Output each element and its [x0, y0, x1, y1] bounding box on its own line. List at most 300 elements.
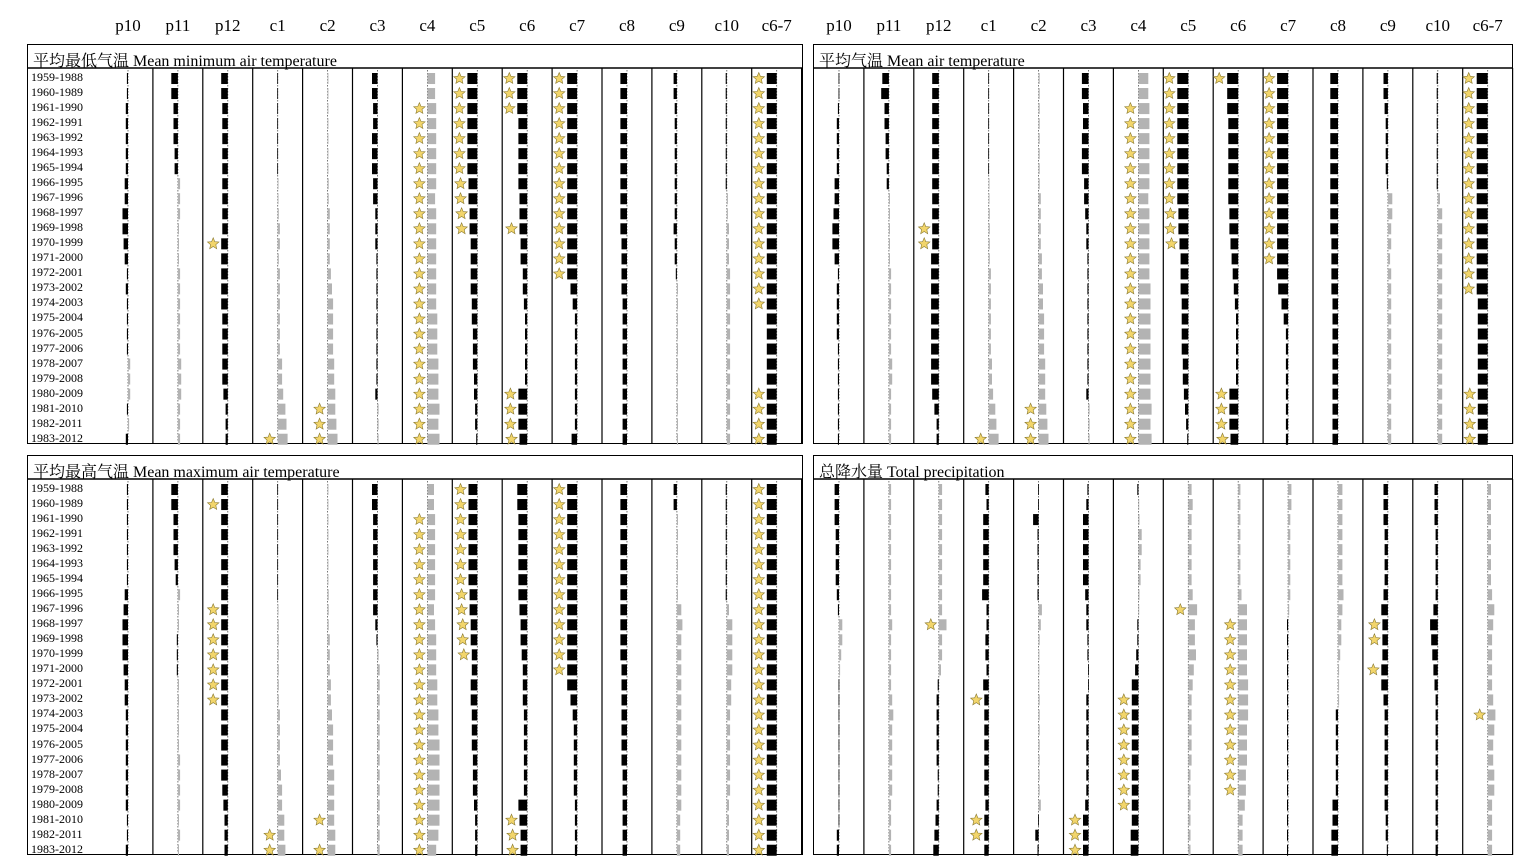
period-label: 1973-2002	[31, 280, 83, 295]
correlation-bar	[1083, 574, 1089, 585]
correlation-bar	[1038, 484, 1039, 495]
correlation-bar	[1188, 559, 1191, 570]
correlation-bar	[1488, 649, 1492, 660]
correlation-bar	[1188, 845, 1190, 856]
correlation-bar	[1188, 815, 1190, 826]
correlation-bar	[1238, 499, 1240, 510]
correlation-bar	[1288, 484, 1291, 495]
correlation-bar	[1488, 484, 1491, 495]
correlation-bar	[1131, 830, 1139, 841]
correlation-bar	[1188, 694, 1191, 705]
correlation-bar	[939, 529, 942, 540]
correlation-bar	[835, 484, 839, 495]
correlation-bar	[936, 815, 939, 826]
correlation-bar	[839, 785, 840, 796]
correlation-bar	[889, 679, 891, 690]
period-label: 1975-2004	[31, 721, 83, 736]
correlation-bar	[1238, 559, 1240, 570]
correlation-bar	[1488, 574, 1491, 585]
correlation-bar	[1488, 785, 1495, 796]
correlation-bar	[836, 559, 839, 570]
correlation-bar	[1385, 785, 1388, 796]
correlation-bar	[1338, 529, 1342, 540]
correlation-bar	[1137, 619, 1138, 630]
correlation-bar	[1287, 830, 1288, 841]
correlation-bar	[1435, 679, 1438, 690]
column-header-p11: p11	[165, 16, 191, 35]
correlation-bar	[983, 574, 989, 585]
correlation-bar	[1436, 694, 1438, 705]
period-label: 1979-2008	[31, 781, 83, 796]
correlation-bar	[1436, 724, 1438, 735]
correlation-bar	[1039, 664, 1040, 675]
period-label: 1964-1993	[31, 556, 83, 571]
correlation-bar	[1188, 830, 1190, 841]
correlation-bar	[837, 589, 839, 600]
period-label: 1977-2006	[31, 751, 83, 766]
correlation-bar	[1436, 785, 1438, 796]
correlation-bar	[987, 499, 989, 510]
correlation-bar	[889, 709, 893, 720]
panel-title: 平均最高气温 Mean maximum air temperature	[33, 464, 340, 481]
correlation-bar	[937, 694, 939, 705]
correlation-bar	[937, 709, 939, 720]
correlation-bar	[1083, 514, 1089, 525]
correlation-bar	[1338, 664, 1339, 675]
correlation-bar	[1085, 800, 1088, 811]
correlation-bar	[1386, 815, 1388, 826]
column-header-c10: c10	[714, 16, 740, 35]
correlation-bar	[1288, 604, 1289, 615]
correlation-bar	[938, 785, 939, 796]
correlation-bar	[1288, 559, 1290, 570]
correlation-bar	[939, 544, 942, 555]
period-label: 1968-1997	[31, 616, 83, 631]
correlation-bar	[1132, 815, 1139, 826]
correlation-bar	[1382, 634, 1388, 645]
correlation-bar	[1338, 619, 1341, 630]
correlation-bar	[1238, 755, 1247, 766]
column-header-c1: c1	[269, 16, 286, 35]
correlation-bar	[1435, 514, 1438, 525]
period-label: 1962-1991	[31, 526, 83, 541]
correlation-bar	[1338, 559, 1342, 570]
period-label: 1966-1995	[31, 175, 83, 190]
correlation-bar	[1188, 634, 1195, 645]
correlation-bar	[984, 740, 988, 751]
correlation-bar	[1086, 724, 1088, 735]
correlation-bar	[937, 755, 939, 766]
significance-star	[1069, 844, 1080, 855]
correlation-bar	[1136, 649, 1138, 660]
column-header-c8: c8	[1329, 16, 1347, 35]
correlation-bar	[1336, 740, 1338, 751]
correlation-bar	[1385, 740, 1388, 751]
correlation-bar	[1436, 845, 1438, 856]
correlation-bar	[1039, 694, 1040, 705]
correlation-bar	[1083, 529, 1089, 540]
correlation-bar	[1138, 604, 1139, 615]
correlation-bar	[937, 740, 939, 751]
correlation-bar	[1336, 724, 1338, 735]
period-label: 1970-1999	[31, 646, 83, 661]
correlation-bar	[1132, 785, 1139, 796]
correlation-bar	[1039, 709, 1040, 720]
correlation-bar	[1138, 589, 1139, 600]
correlation-bar	[1436, 574, 1438, 585]
correlation-bar	[1083, 845, 1089, 856]
period-label: 1980-2009	[31, 385, 83, 400]
period-label: 1962-1991	[31, 115, 83, 130]
correlation-bar	[1132, 724, 1139, 735]
period-label: 1959-1988	[31, 481, 83, 495]
correlation-bar	[939, 634, 942, 645]
significance-star	[1175, 604, 1186, 615]
correlation-bar	[1488, 679, 1492, 690]
correlation-bar	[1038, 589, 1039, 600]
correlation-bar	[1188, 664, 1194, 675]
correlation-bar	[1488, 559, 1491, 570]
column-header-c2: c2	[1030, 16, 1047, 35]
period-label: 1971-2000	[31, 661, 83, 676]
correlation-bar	[1287, 679, 1288, 690]
correlation-bar	[1436, 770, 1438, 781]
column-header-c8: c8	[618, 16, 636, 35]
correlation-bar	[984, 815, 988, 826]
correlation-bar	[1086, 694, 1088, 705]
correlation-bar	[1188, 785, 1190, 796]
significance-star	[1118, 739, 1129, 750]
period-label: 1978-2007	[31, 766, 83, 781]
period-label: 1974-2003	[31, 706, 83, 721]
correlation-bar	[1131, 845, 1139, 856]
correlation-bar	[1085, 589, 1088, 600]
period-label: 1972-2001	[31, 265, 83, 280]
correlation-bar	[1238, 845, 1242, 856]
correlation-bar	[1287, 619, 1288, 630]
column-header-c4: c4	[1130, 16, 1147, 35]
correlation-bar	[1188, 709, 1191, 720]
period-label: 1976-2005	[31, 736, 83, 751]
correlation-bar	[1038, 544, 1039, 555]
correlation-bar	[1336, 755, 1338, 766]
correlation-bar	[1138, 559, 1140, 570]
correlation-bar	[1488, 544, 1491, 555]
correlation-bar	[939, 514, 942, 525]
correlation-bar	[1432, 649, 1438, 660]
correlation-bar	[1188, 619, 1195, 630]
correlation-bar	[984, 709, 988, 720]
correlation-bar	[939, 574, 942, 585]
correlation-bar	[1132, 770, 1139, 781]
correlation-bar	[1488, 499, 1491, 510]
correlation-bar	[1086, 755, 1088, 766]
correlation-bar	[889, 499, 891, 510]
period-label: 1982-2011	[31, 826, 83, 841]
correlation-bar	[1488, 634, 1492, 645]
correlation-bar	[1385, 529, 1388, 540]
correlation-bar	[836, 574, 839, 585]
correlation-bar	[839, 815, 840, 826]
period-label: 1963-1992	[31, 541, 83, 556]
period-label: 1974-2003	[31, 295, 83, 310]
period-label: 1979-2008	[31, 370, 83, 385]
correlation-bar	[1331, 845, 1338, 856]
period-label: 1983-2012	[31, 430, 83, 445]
correlation-bar	[889, 649, 891, 660]
significance-star	[1118, 784, 1129, 795]
correlation-bar	[983, 679, 989, 690]
correlation-bar	[1038, 529, 1039, 540]
column-header-c6-7: c6-7	[761, 16, 792, 35]
correlation-bar	[1338, 514, 1342, 525]
period-label: 1980-2009	[31, 796, 83, 811]
correlation-bar	[1039, 724, 1040, 735]
correlation-bar	[937, 800, 939, 811]
correlation-bar	[1333, 815, 1339, 826]
correlation-bar	[1336, 785, 1338, 796]
correlation-bar	[889, 484, 891, 495]
correlation-bar	[984, 770, 988, 781]
correlation-bar	[1385, 800, 1388, 811]
correlation-bar	[1238, 694, 1248, 705]
correlation-bar	[1086, 770, 1088, 781]
correlation-bar	[1488, 709, 1496, 720]
correlation-bar	[987, 604, 989, 615]
correlation-bar	[1238, 679, 1248, 690]
correlation-bar	[1436, 709, 1438, 720]
panel-title: 平均气温 Mean air temperature	[819, 53, 1025, 70]
correlation-bar	[1287, 755, 1288, 766]
correlation-bar	[1338, 499, 1342, 510]
correlation-bar	[1288, 574, 1290, 585]
correlation-bar	[1385, 559, 1388, 570]
significance-star	[1118, 754, 1129, 765]
correlation-bar	[1137, 634, 1138, 645]
correlation-bar	[1038, 845, 1039, 856]
column-header-p12: p12	[926, 16, 952, 35]
correlation-bar	[838, 604, 839, 615]
period-label: 1969-1998	[31, 631, 83, 646]
correlation-bar	[985, 634, 988, 645]
correlation-bar	[1238, 589, 1241, 600]
correlation-bar	[984, 830, 988, 841]
correlation-bar	[1088, 679, 1089, 690]
correlation-bar	[1038, 574, 1039, 585]
correlation-bar	[1488, 604, 1495, 615]
correlation-bar	[1083, 815, 1089, 826]
column-header-c6: c6	[519, 16, 536, 35]
correlation-bar	[1382, 649, 1388, 660]
correlation-bar	[1488, 724, 1495, 735]
correlation-bar	[889, 514, 891, 525]
correlation-bar	[1287, 845, 1288, 856]
correlation-bar	[1430, 619, 1438, 630]
correlation-bar	[1488, 800, 1492, 811]
correlation-bar	[939, 664, 941, 675]
significance-star	[925, 619, 936, 630]
correlation-bar	[1287, 770, 1288, 781]
significance-star	[1225, 769, 1236, 780]
correlation-bar	[1336, 770, 1338, 781]
significance-star	[1118, 799, 1129, 810]
correlation-bar	[1436, 830, 1438, 841]
significance-star	[1225, 739, 1236, 750]
correlation-bar	[1287, 815, 1288, 826]
correlation-bar	[1488, 514, 1491, 525]
correlation-bar	[1238, 634, 1247, 645]
correlation-bar	[1138, 499, 1139, 510]
correlation-bar	[1039, 740, 1040, 751]
correlation-bar	[987, 664, 989, 675]
correlation-bar	[1288, 499, 1291, 510]
correlation-bar	[1188, 589, 1192, 600]
correlation-bar	[1488, 664, 1492, 675]
correlation-bar	[1287, 649, 1288, 660]
correlation-bar	[933, 845, 939, 856]
correlation-bar	[889, 740, 892, 751]
period-label: 1973-2002	[31, 691, 83, 706]
significance-star	[1118, 694, 1129, 705]
correlation-bar	[1488, 770, 1495, 781]
correlation-bar	[839, 755, 840, 766]
correlation-bar	[1238, 514, 1240, 525]
correlation-bar	[1385, 724, 1388, 735]
column-header-p10: p10	[826, 16, 852, 35]
period-label: 1969-1998	[31, 220, 83, 235]
column-header-c7: c7	[1280, 16, 1297, 35]
correlation-bar	[889, 770, 892, 781]
period-label: 1959-1988	[31, 70, 83, 84]
correlation-bar	[1083, 544, 1089, 555]
significance-star	[1368, 664, 1379, 675]
correlation-bar	[889, 574, 891, 585]
correlation-bar	[1488, 619, 1494, 630]
period-label: 1968-1997	[31, 205, 83, 220]
correlation-bar	[1038, 815, 1039, 826]
correlation-bar	[1083, 559, 1089, 570]
correlation-bar	[1488, 589, 1492, 600]
correlation-bar	[984, 755, 988, 766]
correlation-bar	[1333, 800, 1339, 811]
period-label: 1970-1999	[31, 235, 83, 250]
correlation-bar	[1238, 544, 1240, 555]
correlation-bar	[839, 724, 840, 735]
correlation-bar	[1385, 770, 1388, 781]
significance-star	[1225, 784, 1236, 795]
correlation-bar	[983, 544, 989, 555]
correlation-bar	[1338, 574, 1342, 585]
correlation-bar	[1188, 755, 1191, 766]
column-header-c4: c4	[419, 16, 436, 35]
correlation-bar	[1384, 499, 1388, 510]
correlation-bar	[1188, 484, 1191, 495]
period-label: 1967-1996	[31, 601, 83, 616]
correlation-bar	[839, 634, 842, 645]
correlation-bar	[839, 649, 841, 660]
significance-star	[1225, 634, 1236, 645]
correlation-bar	[1338, 649, 1340, 660]
correlation-bar	[939, 589, 942, 600]
significance-star	[971, 814, 982, 825]
correlation-bar	[839, 770, 840, 781]
correlation-bar	[985, 800, 988, 811]
significance-star	[1225, 754, 1236, 765]
correlation-bar	[1188, 574, 1191, 585]
correlation-bar	[1287, 740, 1288, 751]
correlation-bar	[839, 694, 840, 705]
significance-star	[1069, 814, 1080, 825]
correlation-bar	[1288, 589, 1290, 600]
correlation-bar	[1238, 724, 1247, 735]
column-header-p12: p12	[215, 16, 241, 35]
period-label: 1981-2010	[31, 811, 83, 826]
correlation-bar	[1039, 785, 1040, 796]
correlation-bar	[1287, 800, 1288, 811]
correlation-bar	[1039, 619, 1041, 630]
correlation-bar	[889, 694, 892, 705]
period-label: 1967-1996	[31, 190, 83, 205]
correlation-bar	[889, 800, 891, 811]
correlation-bar	[939, 559, 942, 570]
period-label: 1971-2000	[31, 250, 83, 265]
period-label: 1978-2007	[31, 355, 83, 370]
correlation-bar	[1288, 529, 1290, 540]
column-header-c3: c3	[1080, 16, 1097, 35]
correlation-bar	[1433, 604, 1437, 615]
correlation-bar	[937, 724, 939, 735]
correlation-bar	[1385, 755, 1388, 766]
correlation-bar	[1433, 664, 1437, 675]
correlation-bar	[938, 770, 939, 781]
correlation-bar	[889, 544, 891, 555]
correlation-bar	[1188, 499, 1192, 510]
correlation-bar	[1087, 634, 1088, 645]
correlation-bar	[1331, 830, 1338, 841]
period-label: 1981-2010	[31, 400, 83, 415]
period-label: 1961-1990	[31, 511, 83, 526]
correlation-bar	[1488, 830, 1492, 841]
correlation-bar	[1238, 649, 1247, 660]
significance-star	[1225, 709, 1236, 720]
period-label: 1977-2006	[31, 340, 83, 355]
correlation-bar	[1238, 619, 1247, 630]
correlation-bar	[1238, 709, 1248, 720]
correlation-bar	[1488, 755, 1494, 766]
period-label: 1963-1992	[31, 130, 83, 145]
correlation-bar	[1287, 785, 1288, 796]
correlation-bar	[889, 724, 892, 735]
correlation-bar	[1238, 604, 1247, 615]
significance-star	[971, 694, 982, 705]
correlation-bar	[982, 589, 989, 600]
period-label: 1960-1989	[31, 85, 83, 100]
correlation-bar	[1188, 679, 1192, 690]
correlation-bar	[1188, 724, 1191, 735]
correlation-bar	[1039, 755, 1040, 766]
correlation-bar	[1138, 529, 1141, 540]
significance-star	[1118, 709, 1129, 720]
correlation-bar	[1288, 514, 1290, 525]
correlation-bar	[1385, 574, 1388, 585]
correlation-bar	[889, 589, 891, 600]
correlation-bar	[1087, 484, 1088, 495]
correlation-bar	[1288, 544, 1290, 555]
correlation-bar	[1086, 740, 1088, 751]
correlation-bar	[839, 740, 840, 751]
correlation-bar	[1033, 514, 1039, 525]
correlation-bar	[1488, 815, 1492, 826]
